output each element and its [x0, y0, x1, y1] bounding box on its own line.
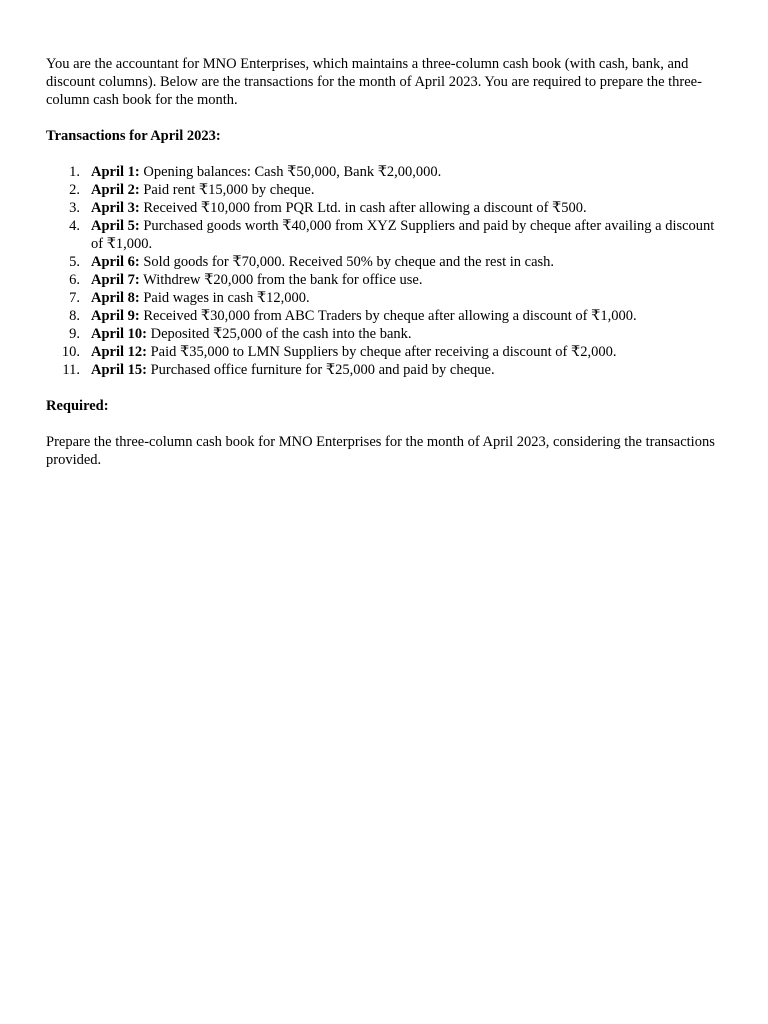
transaction-text: Purchased goods worth ₹40,000 from XYZ Suppliers and paid by cheque after availing a discount of ₹1,000.: [91, 218, 715, 252]
transaction-number: 11.: [62, 362, 80, 378]
transaction-date: April 5:: [91, 218, 140, 234]
transaction-text: Opening balances: Cash ₹50,000, Bank ₹2,00,000.: [143, 164, 442, 180]
transaction-text: Purchased office furniture for ₹25,000 and paid by cheque.: [150, 362, 495, 378]
transaction-item: [46, 181, 722, 199]
transaction-item: [46, 343, 722, 361]
transaction-text: Withdrew ₹20,000 from the bank for office use.: [143, 272, 423, 288]
required-heading: Required:: [46, 398, 109, 414]
transaction-number: 1.: [69, 164, 80, 180]
transaction-date: April 12:: [91, 344, 147, 360]
transaction-number: 3.: [69, 200, 80, 216]
transaction-text: Received ₹30,000 from ABC Traders by cheque after allowing a discount of ₹1,000.: [143, 308, 637, 324]
transaction-item: [46, 289, 722, 307]
transaction-item: [46, 271, 722, 289]
document-page: [0, 0, 768, 469]
transaction-date: April 9:: [91, 308, 140, 324]
required-paragraph: Prepare the three-column cash book for MNO Enterprises for the month of April 2023, considering the transactions provided.: [46, 434, 715, 468]
transaction-item: [46, 217, 722, 253]
transaction-text: Paid rent ₹15,000 by cheque.: [143, 182, 315, 198]
transaction-text: Paid wages in cash ₹12,000.: [143, 290, 310, 306]
transaction-date: April 8:: [91, 290, 140, 306]
transaction-date: April 1:: [91, 164, 140, 180]
transaction-text: Paid ₹35,000 to LMN Suppliers by cheque after receiving a discount of ₹2,000.: [150, 344, 617, 360]
transaction-text: Received ₹10,000 from PQR Ltd. in cash after allowing a discount of ₹500.: [143, 200, 587, 216]
transaction-text: Deposited ₹25,000 of the cash into the bank.: [150, 326, 412, 342]
transaction-date: April 10:: [91, 326, 147, 342]
transaction-item: [46, 325, 722, 343]
transaction-number: 2.: [69, 182, 80, 198]
transaction-number: 10.: [61, 344, 80, 360]
intro-paragraph: You are the accountant for MNO Enterprises, which maintains a three-column cash book (with cash, bank, and discount columns). Below are the transactions for the month of April 2023. You are required to prepare the three-column cash book for the month.: [46, 56, 702, 108]
transaction-date: April 7:: [91, 272, 140, 288]
transaction-item: [46, 199, 722, 217]
transaction-number: 5.: [69, 254, 80, 270]
transaction-date: April 6:: [91, 254, 140, 270]
transaction-number: 8.: [69, 308, 80, 324]
transaction-number: 9.: [69, 326, 80, 342]
transaction-date: April 3:: [91, 200, 140, 216]
transaction-item: [46, 361, 722, 379]
transaction-item: [46, 253, 722, 271]
transactions-heading: Transactions for April 2023:: [46, 128, 221, 144]
transaction-item: [46, 163, 722, 181]
transaction-number: 7.: [69, 290, 80, 306]
transaction-text: Sold goods for ₹70,000. Received 50% by cheque and the rest in cash.: [143, 254, 555, 270]
transaction-number: 4.: [69, 218, 80, 234]
transaction-number: 6.: [69, 272, 80, 288]
transaction-item: [46, 307, 722, 325]
transaction-date: April 15:: [91, 362, 147, 378]
transaction-date: April 2:: [91, 182, 140, 198]
transactions-list: [46, 163, 722, 379]
